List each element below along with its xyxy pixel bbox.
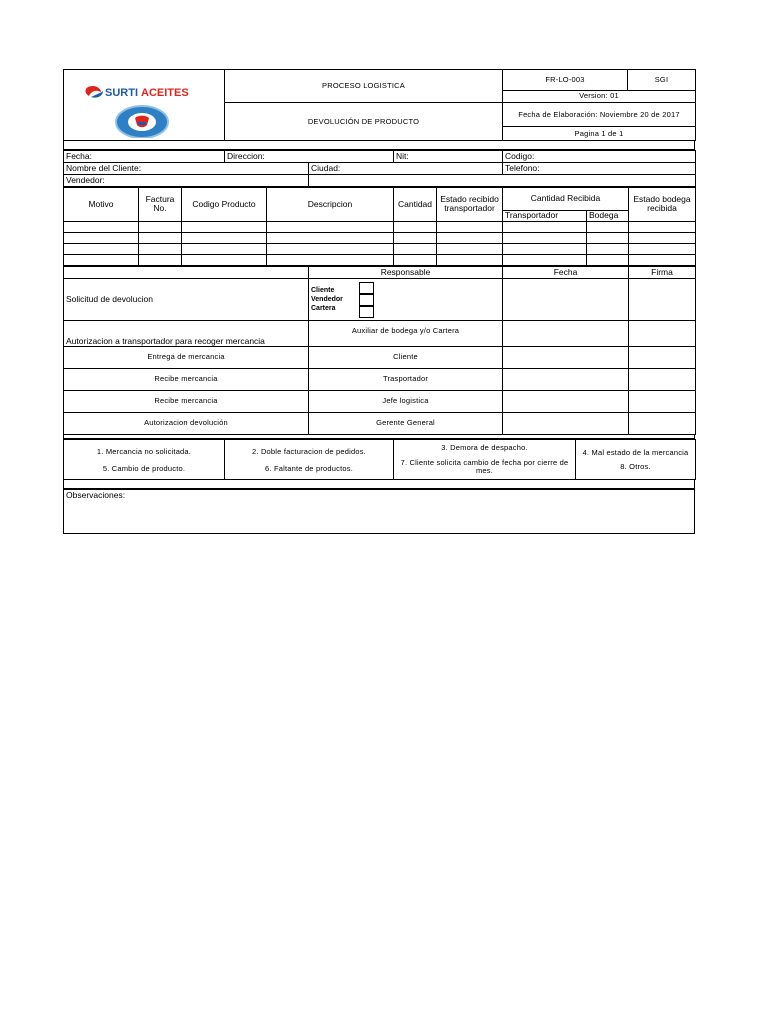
checkbox-cliente[interactable]: [359, 282, 374, 294]
option-cartera: Cartera: [311, 304, 336, 312]
solicitud-fecha[interactable]: [503, 278, 629, 320]
telefono-field[interactable]: Telefono:: [503, 162, 696, 174]
table-row[interactable]: [64, 232, 696, 243]
firma-header: Firma: [629, 266, 696, 278]
col-estado-recibido: Estado recibido transportador: [437, 187, 503, 221]
option-vendedor: Vendedor: [311, 295, 343, 303]
return-form: [63, 69, 695, 534]
form-header: [63, 69, 696, 141]
responsible-label: Cliente: [309, 346, 503, 368]
direccion-field[interactable]: Direccion:: [225, 150, 394, 162]
option-cliente: Cliente: [311, 286, 335, 294]
company-logo: [64, 70, 225, 141]
activity-label: Recibe mercancia: [64, 368, 309, 390]
fecha-header: Fecha: [503, 266, 629, 278]
reason-7: 7. Cliente solicita cambio de fecha por cierre de mes.: [400, 457, 569, 475]
doc-code: FR-LO-003: [503, 70, 628, 91]
table-row[interactable]: [64, 254, 696, 265]
auxiliar-label: Auxiliar de bodega y/o Cartera: [309, 320, 503, 346]
reason-4: 4. Mal estado de la mercancia: [582, 447, 689, 457]
system-label: SGI: [628, 70, 696, 91]
doc-version: Version: 01: [503, 91, 696, 103]
col-cantidad-recibida: Cantidad Recibida: [503, 187, 629, 210]
cliente-field[interactable]: Nombre del Cliente:: [64, 162, 309, 174]
page-number: Pagina 1 de 1: [503, 127, 696, 141]
approvals-table: [63, 266, 696, 435]
nit-field[interactable]: Nit:: [394, 150, 503, 162]
table-row[interactable]: [64, 221, 696, 232]
vendedor-value[interactable]: [309, 174, 696, 186]
solicitud-label: Solicitud de devolucion: [64, 278, 309, 320]
reason-1: 1. Mercancia no solicitada.: [96, 446, 192, 456]
requester-options: [309, 278, 503, 320]
reason-6: 6. Faltante de productos.: [265, 463, 353, 473]
observaciones-label: Observaciones:: [66, 489, 126, 500]
col-factura: Factura No.: [139, 187, 182, 221]
solicitud-firma[interactable]: [629, 278, 696, 320]
product-table: [63, 187, 696, 266]
col-codigo-producto: Codigo Producto: [182, 187, 267, 221]
checkbox-vendedor[interactable]: [359, 294, 374, 306]
distributor-badge-icon: [116, 106, 168, 138]
fecha-field[interactable]: Fecha:: [64, 150, 225, 162]
col-descripcion: Descripcion: [267, 187, 394, 221]
reason-3: 3. Demora de despacho.: [441, 443, 528, 453]
logo-graphic: [79, 78, 209, 138]
drop-icon: [86, 86, 103, 98]
client-info: [63, 150, 696, 187]
observations-box: [63, 489, 695, 534]
col-motivo: Motivo: [64, 187, 139, 221]
activity-label: Autorizacion devolución: [64, 412, 309, 434]
brand-part1: SURTI: [105, 87, 138, 99]
elaboration-date: Fecha de Elaboración: Noviembre 20 de 2017: [503, 103, 696, 127]
spacer-row: [63, 141, 695, 150]
responsable-header: Responsable: [309, 266, 503, 278]
table-row[interactable]: [64, 243, 696, 254]
col-bodega: Bodega: [587, 210, 629, 221]
activity-label: Recibe mercancia: [64, 390, 309, 412]
col-transportador: Transportador: [503, 210, 587, 221]
autorizacion-transportador-label: Autorizacion a transportador para recoger mercancia: [64, 320, 309, 346]
responsible-label: Gerente General: [309, 412, 503, 434]
responsible-label: Jefe logistica: [309, 390, 503, 412]
reason-8: 8. Otros.: [620, 461, 651, 471]
reason-5: 5. Cambio de producto.: [102, 463, 186, 473]
col-cantidad: Cantidad: [394, 187, 437, 221]
checkbox-cartera[interactable]: [359, 306, 374, 318]
reasons-legend: [63, 439, 696, 480]
col-estado-bodega: Estado bodega recibida: [629, 187, 696, 221]
ciudad-field[interactable]: Ciudad:: [309, 162, 503, 174]
responsible-label: Trasportador: [309, 368, 503, 390]
reason-2: 2. Doble facturacion de pedidos.: [252, 446, 366, 456]
brand-part2: ACEITES: [141, 87, 189, 99]
codigo-field[interactable]: Codigo:: [503, 150, 696, 162]
doc-title: DEVOLUCIÓN DE PRODUCTO: [225, 103, 503, 141]
process-title: PROCESO LOGISTICA: [225, 70, 503, 103]
vendedor-field[interactable]: Vendedor:: [64, 174, 309, 186]
activity-label: Entrega de mercancia: [64, 346, 309, 368]
